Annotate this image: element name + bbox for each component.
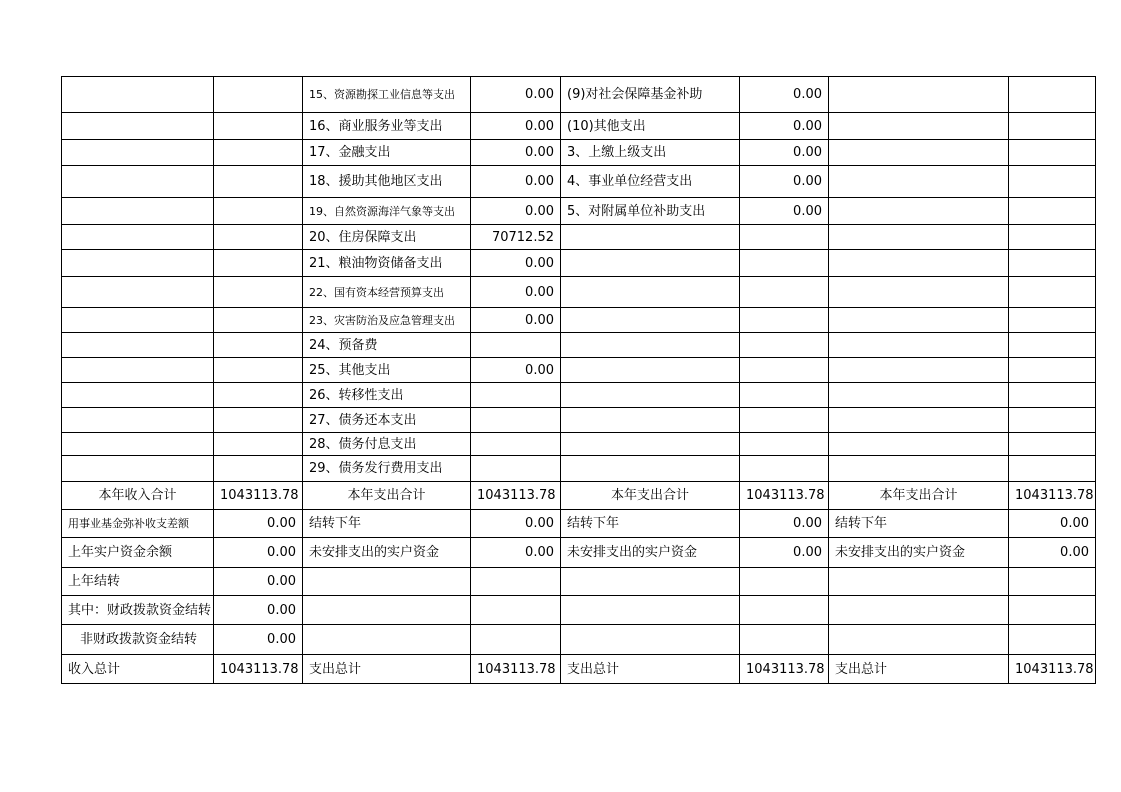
amount-cell: [1009, 250, 1096, 277]
amount-cell: [214, 433, 303, 456]
amount-cell: [740, 333, 829, 358]
amount-cell: [1009, 198, 1096, 225]
amount-cell: 0.00: [471, 308, 561, 333]
amount-cell: [471, 568, 561, 596]
item-cell: [561, 433, 740, 456]
amount-cell: [214, 456, 303, 482]
table-row: [62, 308, 1096, 333]
amount-cell: [1009, 433, 1096, 456]
amount-cell: [1009, 625, 1096, 655]
item-cell: [303, 625, 471, 655]
table-row: [62, 510, 1096, 538]
amount-cell: 1043113.78: [740, 655, 829, 684]
item-cell: [829, 383, 1009, 408]
table-row: [62, 568, 1096, 596]
amount-cell: [740, 383, 829, 408]
item-cell: [561, 408, 740, 433]
amount-cell: [471, 625, 561, 655]
item-cell: 本年支出合计: [303, 482, 471, 510]
amount-cell: 0.00: [1009, 510, 1096, 538]
item-cell: 21、粮油物资储备支出: [303, 250, 471, 277]
table-row: [62, 140, 1096, 166]
amount-cell: [214, 113, 303, 140]
item-cell: 支出总计: [561, 655, 740, 684]
table-row: [62, 433, 1096, 456]
item-cell: [561, 568, 740, 596]
amount-cell: [214, 277, 303, 308]
item-cell: [62, 408, 214, 433]
amount-cell: [1009, 596, 1096, 625]
item-cell: [561, 333, 740, 358]
amount-cell: [740, 250, 829, 277]
item-cell: 4、事业单位经营支出: [561, 166, 740, 198]
table-row: [62, 77, 1096, 113]
table-row: [62, 198, 1096, 225]
table-row: [62, 333, 1096, 358]
item-cell: 19、自然资源海洋气象等支出: [303, 198, 471, 225]
item-cell: [62, 166, 214, 198]
amount-cell: 1043113.78: [471, 655, 561, 684]
table-row: [62, 538, 1096, 568]
amount-cell: [214, 333, 303, 358]
item-cell: 3、上缴上级支出: [561, 140, 740, 166]
item-cell: 非财政拨款资金结转: [62, 625, 214, 655]
table-row: [62, 482, 1096, 510]
item-cell: 17、金融支出: [303, 140, 471, 166]
item-cell: 5、对附属单位补助支出: [561, 198, 740, 225]
table-row: [62, 358, 1096, 383]
item-cell: 26、转移性支出: [303, 383, 471, 408]
table-row: [62, 655, 1096, 684]
item-cell: [561, 358, 740, 383]
amount-cell: [1009, 308, 1096, 333]
amount-cell: 0.00: [471, 277, 561, 308]
item-cell: [829, 568, 1009, 596]
item-cell: [561, 277, 740, 308]
amount-cell: [214, 166, 303, 198]
item-cell: [829, 358, 1009, 383]
item-cell: [829, 140, 1009, 166]
item-cell: [561, 250, 740, 277]
item-cell: [62, 225, 214, 250]
income-expenditure-table: [61, 76, 1096, 684]
amount-cell: 0.00: [740, 113, 829, 140]
amount-cell: 0.00: [471, 77, 561, 113]
item-cell: [561, 225, 740, 250]
amount-cell: 0.00: [214, 510, 303, 538]
amount-cell: 1043113.78: [214, 482, 303, 510]
table-row: [62, 225, 1096, 250]
item-cell: 25、其他支出: [303, 358, 471, 383]
table-row: [62, 596, 1096, 625]
amount-cell: [1009, 77, 1096, 113]
amount-cell: 0.00: [471, 166, 561, 198]
item-cell: 未安排支出的实户资金: [303, 538, 471, 568]
amount-cell: 0.00: [740, 140, 829, 166]
item-cell: 27、债务还本支出: [303, 408, 471, 433]
amount-cell: [740, 433, 829, 456]
item-cell: [561, 308, 740, 333]
table-row: [62, 625, 1096, 655]
amount-cell: [214, 308, 303, 333]
amount-cell: [1009, 383, 1096, 408]
item-cell: 本年收入合计: [62, 482, 214, 510]
amount-cell: 0.00: [214, 538, 303, 568]
item-cell: 24、预备费: [303, 333, 471, 358]
item-cell: [829, 625, 1009, 655]
item-cell: 本年支出合计: [829, 482, 1009, 510]
amount-cell: 0.00: [471, 113, 561, 140]
amount-cell: 0.00: [471, 538, 561, 568]
amount-cell: 0.00: [214, 625, 303, 655]
amount-cell: [1009, 277, 1096, 308]
amount-cell: 0.00: [471, 140, 561, 166]
amount-cell: [214, 77, 303, 113]
amount-cell: 0.00: [471, 358, 561, 383]
item-cell: [829, 225, 1009, 250]
item-cell: [829, 277, 1009, 308]
item-cell: [62, 333, 214, 358]
item-cell: 未安排支出的实户资金: [561, 538, 740, 568]
item-cell: [829, 596, 1009, 625]
amount-cell: [471, 408, 561, 433]
table-row: [62, 113, 1096, 140]
amount-cell: [214, 408, 303, 433]
amount-cell: [471, 333, 561, 358]
item-cell: [829, 198, 1009, 225]
item-cell: [829, 166, 1009, 198]
item-cell: [62, 358, 214, 383]
item-cell: 22、国有资本经营预算支出: [303, 277, 471, 308]
amount-cell: 0.00: [471, 198, 561, 225]
amount-cell: [1009, 408, 1096, 433]
item-cell: 其中：财政拨款资金结转: [62, 596, 214, 625]
amount-cell: [214, 250, 303, 277]
amount-cell: [1009, 225, 1096, 250]
item-cell: [62, 77, 214, 113]
amount-cell: [740, 596, 829, 625]
table-row: [62, 277, 1096, 308]
amount-cell: [471, 383, 561, 408]
amount-cell: [740, 568, 829, 596]
item-cell: 收入总计: [62, 655, 214, 684]
amount-cell: 1043113.78: [471, 482, 561, 510]
item-cell: [561, 625, 740, 655]
amount-cell: [740, 408, 829, 433]
item-cell: 15、资源勘探工业信息等支出: [303, 77, 471, 113]
amount-cell: [740, 277, 829, 308]
table-row: [62, 456, 1096, 482]
amount-cell: 0.00: [740, 77, 829, 113]
amount-cell: [214, 140, 303, 166]
item-cell: [829, 433, 1009, 456]
item-cell: 28、债务付息支出: [303, 433, 471, 456]
item-cell: 未安排支出的实户资金: [829, 538, 1009, 568]
item-cell: [62, 308, 214, 333]
item-cell: [561, 383, 740, 408]
amount-cell: [471, 433, 561, 456]
amount-cell: 70712.52: [471, 225, 561, 250]
item-cell: 20、住房保障支出: [303, 225, 471, 250]
amount-cell: 0.00: [740, 538, 829, 568]
amount-cell: [214, 383, 303, 408]
item-cell: 上年实户资金余额: [62, 538, 214, 568]
item-cell: [303, 596, 471, 625]
item-cell: (9)对社会保障基金补助: [561, 77, 740, 113]
item-cell: [829, 456, 1009, 482]
amount-cell: 1043113.78: [1009, 482, 1096, 510]
amount-cell: [1009, 568, 1096, 596]
amount-cell: 0.00: [471, 510, 561, 538]
table-row: [62, 166, 1096, 198]
item-cell: [62, 383, 214, 408]
item-cell: [62, 250, 214, 277]
amount-cell: 0.00: [740, 198, 829, 225]
amount-cell: [1009, 166, 1096, 198]
item-cell: [62, 433, 214, 456]
amount-cell: 0.00: [740, 166, 829, 198]
item-cell: 结转下年: [303, 510, 471, 538]
item-cell: 上年结转: [62, 568, 214, 596]
item-cell: 29、债务发行费用支出: [303, 456, 471, 482]
item-cell: 结转下年: [561, 510, 740, 538]
item-cell: [62, 113, 214, 140]
amount-cell: 0.00: [1009, 538, 1096, 568]
amount-cell: [471, 596, 561, 625]
item-cell: [829, 113, 1009, 140]
amount-cell: [471, 456, 561, 482]
item-cell: [303, 568, 471, 596]
item-cell: [829, 77, 1009, 113]
amount-cell: [740, 625, 829, 655]
item-cell: 本年支出合计: [561, 482, 740, 510]
item-cell: (10)其他支出: [561, 113, 740, 140]
amount-cell: [1009, 113, 1096, 140]
amount-cell: 0.00: [471, 250, 561, 277]
item-cell: [62, 456, 214, 482]
amount-cell: [214, 198, 303, 225]
table-row: [62, 408, 1096, 433]
item-cell: [829, 308, 1009, 333]
amount-cell: 1043113.78: [740, 482, 829, 510]
amount-cell: [214, 358, 303, 383]
amount-cell: [1009, 456, 1096, 482]
table-row: [62, 250, 1096, 277]
table-row: [62, 383, 1096, 408]
table-body: [62, 77, 1096, 684]
item-cell: 支出总计: [829, 655, 1009, 684]
amount-cell: 1043113.78: [214, 655, 303, 684]
amount-cell: [1009, 358, 1096, 383]
item-cell: [62, 198, 214, 225]
amount-cell: 0.00: [214, 596, 303, 625]
item-cell: [829, 408, 1009, 433]
item-cell: [62, 140, 214, 166]
item-cell: [561, 596, 740, 625]
item-cell: 18、援助其他地区支出: [303, 166, 471, 198]
amount-cell: [214, 225, 303, 250]
amount-cell: [740, 456, 829, 482]
item-cell: [829, 250, 1009, 277]
amount-cell: [1009, 140, 1096, 166]
item-cell: 23、灾害防治及应急管理支出: [303, 308, 471, 333]
amount-cell: [740, 358, 829, 383]
item-cell: 用事业基金弥补收支差额: [62, 510, 214, 538]
item-cell: 16、商业服务业等支出: [303, 113, 471, 140]
amount-cell: [740, 308, 829, 333]
item-cell: [561, 456, 740, 482]
item-cell: [62, 277, 214, 308]
amount-cell: [740, 225, 829, 250]
item-cell: 支出总计: [303, 655, 471, 684]
amount-cell: 0.00: [214, 568, 303, 596]
item-cell: 结转下年: [829, 510, 1009, 538]
amount-cell: [1009, 333, 1096, 358]
item-cell: [829, 333, 1009, 358]
amount-cell: 0.00: [740, 510, 829, 538]
amount-cell: 1043113.78: [1009, 655, 1096, 684]
